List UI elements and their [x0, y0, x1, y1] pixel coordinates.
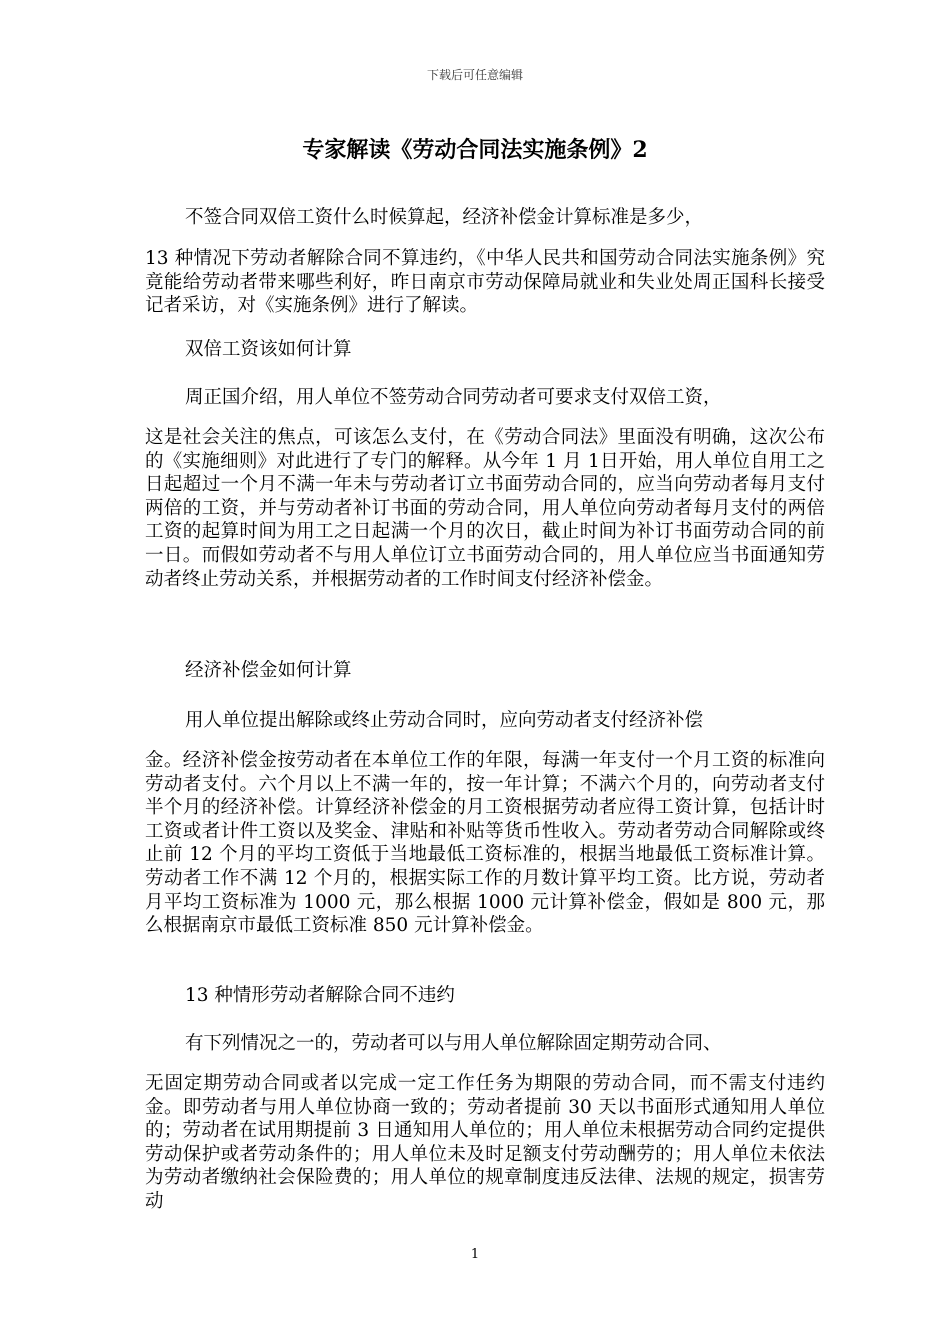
paragraph-4-body: 无固定期劳动合同或者以完成一定工作任务为期限的劳动合同，而不需支付违约金。即劳动者与用人单位协商一致的；劳动者提前 30 天以书面形式通知用人单位的；劳动者在试用期提前 3 日通知用人单位的；用人单位未根据劳动合同约定提供劳动保护或者劳动条件的；用人单位未及时足额支付劳动酬劳的；用人单位未依法为劳动者缴纳社会保险费的；用人单位的规章制度违反法律、法规的规定，损害劳动 [145, 1073, 825, 1212]
paragraph-2-first-line: 周正国介绍，用人单位不签劳动合同劳动者可要求支付双倍工资， [185, 387, 722, 408]
header-note: 下载后可任意编辑 [426, 68, 523, 82]
paragraph-3-first-line: 用人单位提出解除或终止劳动合同时，应向劳动者支付经济补偿 [185, 710, 704, 731]
paragraph-3-body: 金。经济补偿金按劳动者在本单位工作的年限，每满一年支付一个月工资的标准向劳动者支付。六个月以上不满一年的，按一年计算；不满六个月的，向劳动者支付半个月的经济补偿。计算经济补偿金的月工资根据劳动者应得工资计算，包括计时工资或者计件工资以及奖金、津贴和补贴等货币性收入。劳动者劳动合同解除或终止前 12 个月的平均工资低于当地最低工资标准的，根据当地最低工资标准计算。劳动者工作不满 12 个月的，根据实际工作的月数计算平均工资。比方说，劳动者月平均工资标准为 1000 元，那么根据 1000 元计算补偿金，假如是 800 元，那么根据南京市最低工资标准 850 元计算补偿金。 [145, 750, 825, 937]
paragraph-1-first-line: 不签合同双倍工资什么时候算起，经济补偿金计算标准是多少， [185, 207, 704, 228]
paragraph-1-body: 13 种情况下劳动者解除合同不算违约，《中华人民共和国劳动合同法实施条例》究竟能给劳动者带来哪些利好，昨日南京市劳动保障局就业和失业处周正国科长接受记者采访，对《实施条例》进行了解读。 [145, 248, 825, 317]
section-heading-double-wages: 双倍工资该如何计算 [185, 339, 352, 360]
paragraph-4-first-line: 有下列情况之一的，劳动者可以与用人单位解除固定期劳动合同、 [185, 1033, 722, 1054]
document-title: 专家解读《劳动合同法实施条例》2 [302, 137, 648, 163]
section-heading-compensation: 经济补偿金如何计算 [185, 660, 352, 681]
page-number: 1 [470, 1247, 480, 1262]
section-heading-13-cases: 13 种情形劳动者解除合同不违约 [185, 985, 455, 1006]
paragraph-2-body: 这是社会关注的焦点，可该怎么支付，在《劳动合同法》里面没有明确，这次公布的《实施细则》对此进行了专门的解释。从今年 1 月 1日开始，用人单位自用工之日起超过一个月不满一年未与劳动者订立书面劳动合同的，应当向劳动者每月支付两倍的工资，并与劳动者补订书面的劳动合同，用人单位向劳动者每月支付的两倍工资的起算时间为用工之日起满一个月的次日，截止时间为补订书面劳动合同的前一日。而假如劳动者不与用人单位订立书面劳动合同的，用人单位应当书面通知劳动者终止劳动关系，并根据劳动者的工作时间支付经济补偿金。 [145, 427, 825, 590]
